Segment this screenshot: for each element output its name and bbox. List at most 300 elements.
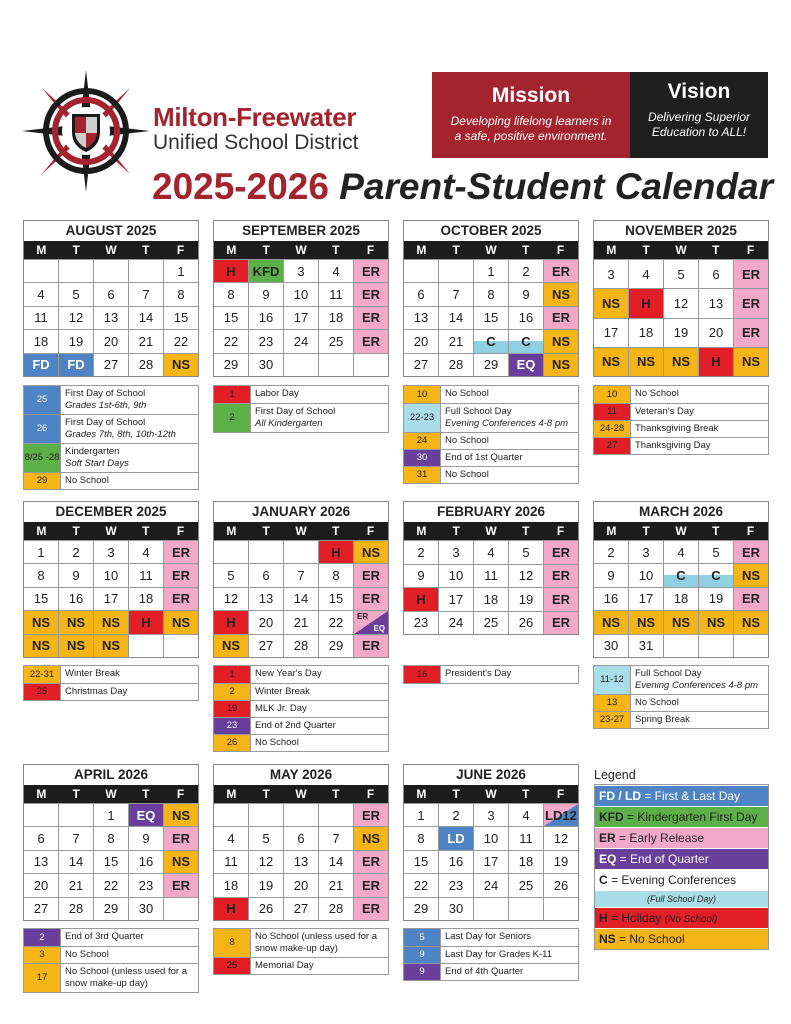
day-cell: ER xyxy=(353,851,388,873)
day-cell: ER xyxy=(163,874,198,896)
day-cell: 19 xyxy=(663,319,698,347)
day-cell: ER xyxy=(353,564,388,586)
day-cell: NS xyxy=(353,541,388,563)
day-cell xyxy=(404,260,438,282)
day-cell: 5 xyxy=(58,283,93,305)
key-description xyxy=(440,433,578,449)
day-cell: ER xyxy=(543,588,578,611)
key-description xyxy=(250,958,388,974)
weekday-label: M xyxy=(226,524,237,538)
legend-first-last-day xyxy=(595,785,768,806)
key-item xyxy=(404,963,578,980)
day-cell xyxy=(58,804,93,826)
day-cell: 2 xyxy=(417,544,425,560)
key-date: 29 xyxy=(24,473,60,489)
key-date: 22-31 xyxy=(24,666,60,683)
key-text: No School xyxy=(635,697,679,708)
day-cell: 1 xyxy=(37,544,45,560)
day-cell: ER xyxy=(353,804,388,826)
weekday-label: F xyxy=(556,243,565,257)
weekday-label: M xyxy=(36,787,47,801)
weekday-label: W xyxy=(295,787,307,801)
day-cell: ER xyxy=(163,827,198,849)
key-item xyxy=(214,386,388,403)
day-cell xyxy=(473,898,508,920)
month-key-list xyxy=(593,665,769,729)
key-text: End of 2nd Quarter xyxy=(255,720,336,731)
day-cell: 20 xyxy=(93,330,128,352)
week-row xyxy=(214,610,388,633)
day-cell: ER xyxy=(353,635,388,657)
day-cell: 20 xyxy=(248,611,283,633)
mission-title: Mission xyxy=(491,84,571,107)
day-cell: 29 xyxy=(413,901,429,917)
day-cell xyxy=(438,260,473,282)
day-cell: 23 xyxy=(438,874,473,896)
legend-full-school-day: (Full School Day) xyxy=(595,890,768,907)
day-cell: 23 xyxy=(248,330,283,352)
weekday-header xyxy=(404,241,578,259)
month-december xyxy=(23,501,199,658)
key-text: President's Day xyxy=(445,668,512,679)
day-cell: 20 xyxy=(698,319,733,347)
week-row xyxy=(594,288,768,317)
key-text: No School xyxy=(65,475,109,486)
key-date: 2 xyxy=(24,929,60,946)
key-description xyxy=(440,386,578,403)
key-item xyxy=(24,683,198,700)
day-cell: 18 xyxy=(318,307,353,329)
legend-subtext: (No School) xyxy=(664,914,718,925)
week-row xyxy=(214,353,388,376)
day-cell: 14 xyxy=(318,851,353,873)
month-october xyxy=(403,220,579,377)
day-cell: NS xyxy=(353,827,388,849)
weekday-label: M xyxy=(606,524,617,538)
legend-code: FD / LD xyxy=(599,789,641,803)
key-subtext: Evening Conferences 4-8 pm xyxy=(445,418,569,429)
key-subtext: Grades 1st-6th, 9th xyxy=(65,400,147,411)
day-cell: NS xyxy=(58,611,93,633)
vision-line2: Education to ALL! xyxy=(651,125,747,139)
day-cell xyxy=(663,635,698,657)
day-cell: 6 xyxy=(698,260,733,288)
legend-code: ER xyxy=(599,831,616,845)
day-cell: 24 xyxy=(283,330,318,352)
day-cell: LD xyxy=(438,827,473,849)
key-item xyxy=(214,957,388,974)
mission-text xyxy=(432,114,630,144)
weekday-label: F xyxy=(746,524,755,538)
key-description xyxy=(60,444,198,472)
day-cell: 10 xyxy=(438,565,473,588)
day-cell: 5 xyxy=(698,541,733,563)
key-date: 24 xyxy=(404,433,440,449)
day-cell: 1 xyxy=(163,260,198,282)
key-text: No School xyxy=(255,737,299,748)
month-august xyxy=(23,220,199,377)
day-cell: 21 xyxy=(283,611,318,633)
week-row xyxy=(594,563,768,586)
vision-line1: Delivering Superior xyxy=(647,110,751,124)
legend-kindergarten-first-day xyxy=(595,806,768,827)
weekday-label: F xyxy=(556,524,565,538)
day-cell: 18 xyxy=(508,851,543,873)
key-item xyxy=(214,717,388,734)
day-cell: 18 xyxy=(128,588,163,610)
weekday-label: W xyxy=(295,243,307,257)
day-cell: 7 xyxy=(128,283,163,305)
week-row xyxy=(24,587,198,610)
key-description xyxy=(440,964,578,980)
weekday-label: W xyxy=(675,243,687,257)
day-cell: 28 xyxy=(438,354,473,376)
day-cell: 2 xyxy=(438,804,473,826)
day-cell: 25 xyxy=(318,330,353,352)
day-cell: 20 xyxy=(283,874,318,896)
day-cell: 24 xyxy=(473,874,508,896)
key-text: Last Day for Seniors xyxy=(445,931,532,942)
day-cell: 4 xyxy=(508,804,543,826)
day-cell: C xyxy=(508,330,543,352)
legend-code: C xyxy=(599,873,608,887)
day-cell: NS xyxy=(543,354,578,376)
day-cell: 29 xyxy=(223,357,239,373)
day-cell: 16 xyxy=(438,851,473,873)
key-text: No School (unless used for a snow make-up day) xyxy=(65,966,187,989)
day-cell: H xyxy=(628,289,663,317)
key-description xyxy=(60,415,198,443)
day-cell: NS xyxy=(24,611,58,633)
key-text: MLK Jr. Day xyxy=(255,703,307,714)
day-cell: 17 xyxy=(283,307,318,329)
vision-text xyxy=(630,110,768,140)
day-cell: 14 xyxy=(438,307,473,329)
weekday-label: T xyxy=(712,243,720,257)
day-cell: ER xyxy=(353,874,388,896)
weekday-header xyxy=(594,241,768,259)
key-description xyxy=(440,450,578,466)
month-february xyxy=(403,501,579,635)
weekday-label: T xyxy=(452,787,460,801)
weekday-label: T xyxy=(522,787,530,801)
week-row xyxy=(404,540,578,564)
weekday-label: F xyxy=(746,243,755,257)
day-cell: 22 xyxy=(223,333,239,349)
week-row xyxy=(404,329,578,352)
day-cell: 15 xyxy=(318,588,353,610)
key-date: 2 xyxy=(214,404,250,432)
day-cell xyxy=(353,611,388,633)
day-cell: ER xyxy=(353,260,388,282)
weekday-header xyxy=(24,785,198,803)
key-text: Thanksgiving Break xyxy=(635,423,719,434)
key-item xyxy=(24,414,198,443)
day-cell: 22 xyxy=(413,877,429,893)
key-text: No School xyxy=(445,435,489,446)
weekday-label: T xyxy=(332,787,340,801)
day-cell: NS xyxy=(93,635,128,657)
key-item xyxy=(24,963,198,992)
week-row xyxy=(24,634,198,657)
week-row xyxy=(214,803,388,826)
day-cell: ER xyxy=(353,283,388,305)
weekday-label: T xyxy=(332,243,340,257)
day-cell: 12 xyxy=(508,565,543,588)
week-row xyxy=(404,353,578,376)
weekday-header xyxy=(214,241,388,259)
weekday-header xyxy=(214,785,388,803)
day-cell: ER xyxy=(543,565,578,588)
day-cell: 12 xyxy=(58,307,93,329)
key-item xyxy=(594,437,768,454)
key-date: 22-23 xyxy=(404,404,440,432)
day-cell xyxy=(163,898,198,920)
district-name xyxy=(153,103,358,155)
key-text: Christmas Day xyxy=(65,686,128,697)
weekday-label: T xyxy=(262,524,270,538)
day-cell xyxy=(283,354,318,376)
day-cell: 20 xyxy=(33,877,49,893)
day-cell: 15 xyxy=(163,307,198,329)
key-text: Winter Break xyxy=(255,686,310,697)
day-cell: 23 xyxy=(413,615,429,631)
day-cell: 6 xyxy=(93,283,128,305)
month-title: FEBRUARY 2026 xyxy=(436,504,546,519)
day-cell: 18 xyxy=(663,588,698,610)
weekday-label: T xyxy=(142,524,150,538)
legend-text: = Kindergarten First Day xyxy=(623,810,758,824)
legend-text: = End of Quarter xyxy=(616,852,709,866)
day-cell: 6 xyxy=(37,831,45,847)
day-cell: 12 xyxy=(248,851,283,873)
week-row xyxy=(404,873,578,896)
week-row xyxy=(24,259,198,282)
day-cell: H xyxy=(698,348,733,376)
week-row xyxy=(404,826,578,849)
weekday-header xyxy=(404,785,578,803)
day-cell: NS xyxy=(594,611,628,633)
day-cell: NS xyxy=(163,851,198,873)
key-date: 26 xyxy=(24,415,60,443)
key-date: 9 xyxy=(404,947,440,963)
day-cell: 4 xyxy=(37,287,45,303)
day-cell: NS xyxy=(214,635,248,657)
day-cell xyxy=(248,541,283,563)
week-row xyxy=(594,318,768,347)
day-cell: 3 xyxy=(607,266,615,282)
weekday-label: T xyxy=(72,787,80,801)
month-title: OCTOBER 2025 xyxy=(440,223,542,238)
day-cell xyxy=(214,541,248,563)
day-cell: 8 xyxy=(417,831,425,847)
day-cell: 30 xyxy=(128,898,163,920)
day-cell: ER xyxy=(543,260,578,282)
day-cell: 14 xyxy=(128,307,163,329)
legend-code: H xyxy=(599,911,608,925)
district-logo xyxy=(22,70,150,192)
day-cell xyxy=(318,804,353,826)
day-cell: 9 xyxy=(58,564,93,586)
key-item xyxy=(214,700,388,717)
day-cell: 24 xyxy=(438,612,473,635)
day-cell: LD12 xyxy=(543,804,578,826)
day-cell xyxy=(283,541,318,563)
key-subtext: Soft Start Days xyxy=(65,458,129,469)
day-cell: 10 xyxy=(473,827,508,849)
day-cell: 16 xyxy=(58,588,93,610)
day-cell: EQ xyxy=(128,804,163,826)
week-row xyxy=(214,563,388,586)
week-row xyxy=(404,803,578,826)
day-cell: 13 xyxy=(413,310,429,326)
day-cell: NS xyxy=(663,611,698,633)
day-cell: 19 xyxy=(508,588,543,611)
page-title-year: 2025-2026 xyxy=(152,166,329,207)
day-cell: 18 xyxy=(33,333,49,349)
day-cell xyxy=(128,260,163,282)
day-cell: 30 xyxy=(248,354,283,376)
key-description xyxy=(440,404,578,432)
week-row xyxy=(214,850,388,873)
day-cell: 9 xyxy=(248,283,283,305)
day-cell xyxy=(93,260,128,282)
day-cell: 27 xyxy=(33,901,49,917)
day-cell: NS xyxy=(663,348,698,376)
day-cell: 11 xyxy=(34,310,48,326)
day-cell: NS xyxy=(543,330,578,352)
day-cell xyxy=(214,804,248,826)
week-row xyxy=(24,306,198,329)
day-cell: 9 xyxy=(128,827,163,849)
weekday-header xyxy=(594,522,768,540)
month-september xyxy=(213,220,389,377)
key-text: Full School Day xyxy=(445,406,512,417)
week-row xyxy=(404,259,578,282)
day-cell: ER xyxy=(353,898,388,920)
page-title xyxy=(152,166,773,208)
key-text: No School xyxy=(445,469,489,480)
district-name-line2: Unified School District xyxy=(153,131,359,154)
day-cell: NS xyxy=(733,611,768,633)
key-text: No School xyxy=(65,949,109,960)
weekday-label: T xyxy=(522,524,530,538)
key-description xyxy=(250,701,388,717)
day-cell: 28 xyxy=(318,898,353,920)
key-date: 17 xyxy=(24,964,60,992)
key-text: Winter Break xyxy=(65,668,120,679)
page-title-text: Parent-Student Calendar xyxy=(339,166,774,207)
week-row xyxy=(214,634,388,657)
weekday-label: T xyxy=(452,524,460,538)
week-row xyxy=(24,282,198,305)
day-cell: 17 xyxy=(603,325,619,341)
weekday-label: M xyxy=(416,524,427,538)
day-cell: 22 xyxy=(163,330,198,352)
day-cell: 26 xyxy=(543,874,578,896)
day-cell xyxy=(508,898,543,920)
day-cell: 19 xyxy=(698,588,733,610)
day-cell: 25 xyxy=(508,874,543,896)
day-cell xyxy=(128,635,163,657)
vision-title: Vision xyxy=(667,80,731,103)
month-title: JANUARY 2026 xyxy=(251,504,351,519)
day-cell: NS xyxy=(733,564,768,586)
key-item xyxy=(214,666,388,683)
day-cell: 16 xyxy=(128,851,163,873)
week-row xyxy=(24,563,198,586)
day-cell xyxy=(283,804,318,826)
day-cell: ER xyxy=(353,588,388,610)
day-cell: 3 xyxy=(473,804,508,826)
weekday-label: T xyxy=(142,787,150,801)
week-row xyxy=(404,282,578,305)
key-item xyxy=(404,666,578,683)
month-key-list xyxy=(403,665,579,684)
key-description xyxy=(250,404,388,432)
week-row xyxy=(24,329,198,352)
day-cell: 13 xyxy=(93,307,128,329)
day-cell: 11 xyxy=(318,283,353,305)
key-item xyxy=(404,466,578,483)
day-cell: 30 xyxy=(603,638,619,654)
day-cell: 11 xyxy=(128,564,163,586)
key-date: 5 xyxy=(404,929,440,946)
day-cell: 12 xyxy=(543,827,578,849)
day-cell: H xyxy=(214,898,248,920)
day-cell: H xyxy=(318,541,353,563)
day-cell: FD xyxy=(58,354,93,376)
weekday-label: M xyxy=(416,243,427,257)
weekday-label: M xyxy=(416,787,427,801)
day-cell: 7 xyxy=(283,564,318,586)
key-item xyxy=(594,666,768,694)
day-cell: 7 xyxy=(58,827,93,849)
key-date: 13 xyxy=(594,695,630,711)
legend-text: = Evening Conferences xyxy=(607,873,737,887)
weekday-label: F xyxy=(556,787,565,801)
day-cell: 1 xyxy=(93,804,128,826)
day-cell: 4 xyxy=(318,260,353,282)
day-cell: 2 xyxy=(58,541,93,563)
week-row xyxy=(404,611,578,635)
day-cell xyxy=(248,804,283,826)
day-cell: 18 xyxy=(628,319,663,347)
key-text: Veteran's Day xyxy=(635,406,694,417)
day-cell: 19 xyxy=(543,851,578,873)
day-cell: 27 xyxy=(413,357,429,373)
key-description xyxy=(60,947,198,963)
month-may xyxy=(213,764,389,921)
month-title: MARCH 2026 xyxy=(638,504,724,519)
weekday-label: T xyxy=(642,524,650,538)
key-date: 19 xyxy=(214,701,250,717)
weekday-label: W xyxy=(485,524,497,538)
week-row xyxy=(214,306,388,329)
legend-no-school xyxy=(595,928,768,949)
day-cell: NS xyxy=(543,283,578,305)
key-description xyxy=(630,666,768,694)
key-description xyxy=(630,712,768,728)
day-cell: ER xyxy=(353,330,388,352)
key-item xyxy=(404,449,578,466)
weekday-label: T xyxy=(452,243,460,257)
key-item xyxy=(594,420,768,437)
month-april xyxy=(23,764,199,921)
month-title: SEPTEMBER 2025 xyxy=(242,223,360,238)
day-cell: ER xyxy=(163,541,198,563)
day-cell: 5 xyxy=(508,541,543,564)
